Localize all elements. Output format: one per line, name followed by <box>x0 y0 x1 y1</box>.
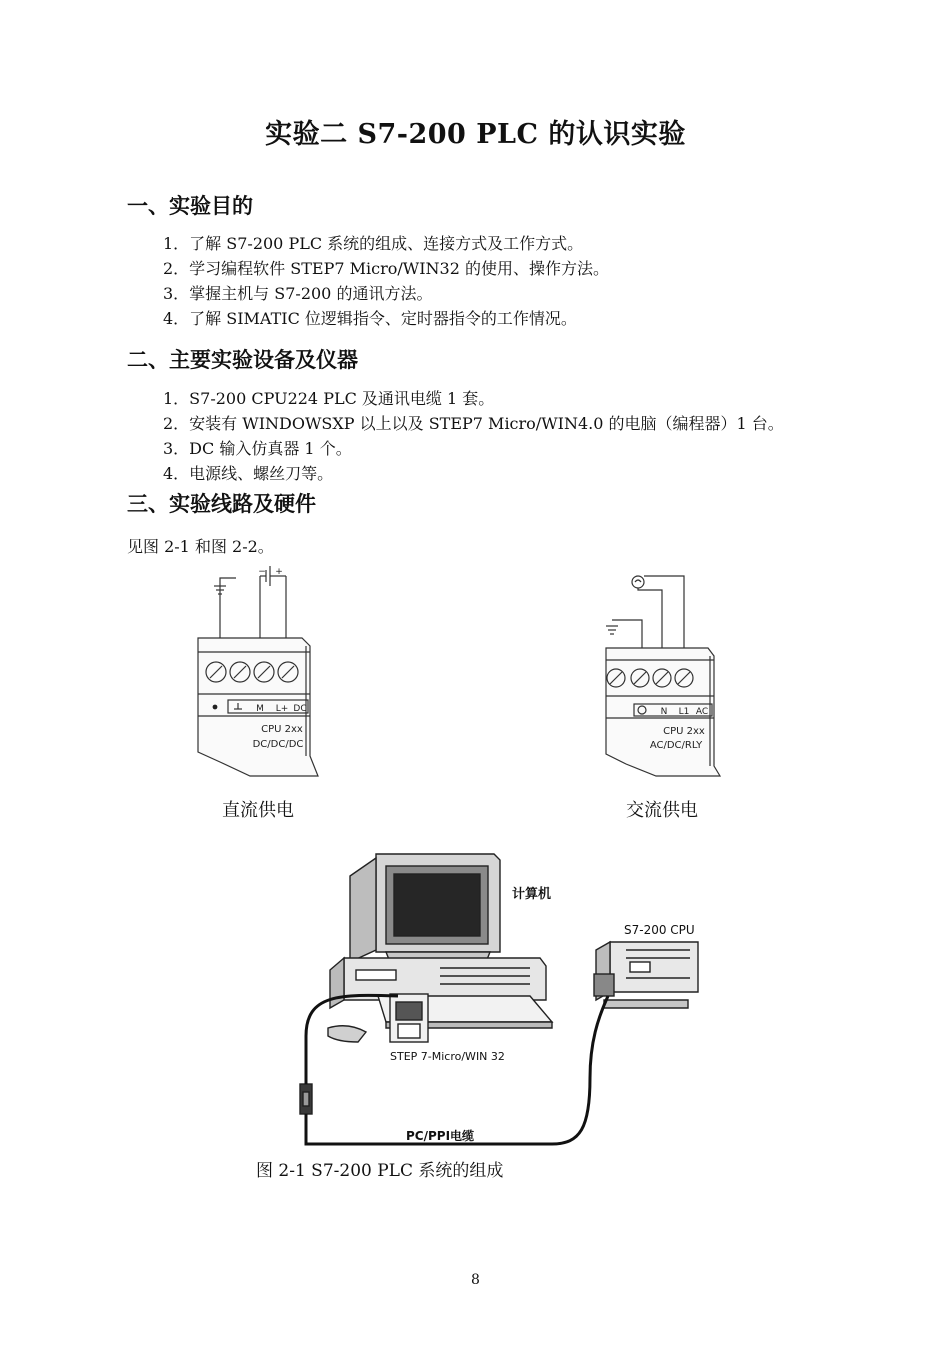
list-item: 3．掌握主机与 S7-200 的通讯方法。 <box>163 284 433 303</box>
dc-power-terminal-figure <box>190 566 330 784</box>
power-type-label: DC/DC/DC <box>252 739 304 750</box>
section-heading-equipment: 二、主要实验设备及仪器 <box>127 348 358 372</box>
list-item: 3．DC 输入仿真器 1 个。 <box>163 439 352 458</box>
list-item: 4．电源线、螺丝刀等。 <box>163 464 334 483</box>
terminal-label: AC <box>695 707 709 717</box>
page-title: 实验二 S7-200 PLC 的认识实验 <box>265 119 686 150</box>
power-type-label: AC/DC/RLY <box>649 740 703 751</box>
plc-system-figure <box>290 846 720 1158</box>
cable-label: PC/PPI电缆 <box>406 1129 475 1143</box>
list-item: 4．了解 SIMATIC 位逻辑指令、定时器指令的工作情况。 <box>163 309 577 328</box>
computer-label: 计算机 <box>512 887 552 902</box>
page-number: 8 <box>471 1272 480 1288</box>
list-item: 1．S7-200 CPU224 PLC 及通讯电缆 1 套。 <box>163 389 495 408</box>
terminal-label: L1 <box>678 707 690 717</box>
ac-power-terminal-figure <box>596 570 726 782</box>
terminal-label: L+ <box>275 704 289 714</box>
purpose-list <box>163 231 609 331</box>
system-figure-caption: 图 2-1 S7-200 PLC 系统的组成 <box>256 1161 504 1181</box>
plc-cpu-label: S7-200 CPU <box>624 923 695 937</box>
list-item: 1．了解 S7-200 PLC 系统的组成、连接方式及工作方式。 <box>163 234 584 253</box>
terminal-label: N <box>660 707 668 717</box>
plus-polarity-label: + <box>275 567 283 577</box>
cpu-model-label: CPU 2xx <box>663 726 705 737</box>
section-heading-purpose: 一、实验目的 <box>127 194 253 218</box>
cpu-model-label: CPU 2xx <box>261 724 303 735</box>
dc-figure-caption: 直流供电 <box>222 800 294 821</box>
section-heading-circuit: 三、实验线路及硬件 <box>127 492 316 516</box>
figure-reference-note: 见图 2-1 和图 2-2。 <box>127 537 274 556</box>
list-item: 2．学习编程软件 STEP7 Micro/WIN32 的使用、操作方法。 <box>163 259 609 278</box>
terminal-label: DC <box>293 704 307 714</box>
minus-polarity-label: − <box>258 567 266 577</box>
ac-figure-caption: 交流供电 <box>626 800 698 821</box>
equipment-list <box>163 386 784 486</box>
list-item: 2．安装有 WINDOWSXP 以上以及 STEP7 Micro/WIN4.0 的电脑（编程器）1 台。 <box>163 414 784 433</box>
terminal-label: M <box>256 704 264 714</box>
software-label: STEP 7-Micro/WIN 32 <box>390 1050 505 1063</box>
